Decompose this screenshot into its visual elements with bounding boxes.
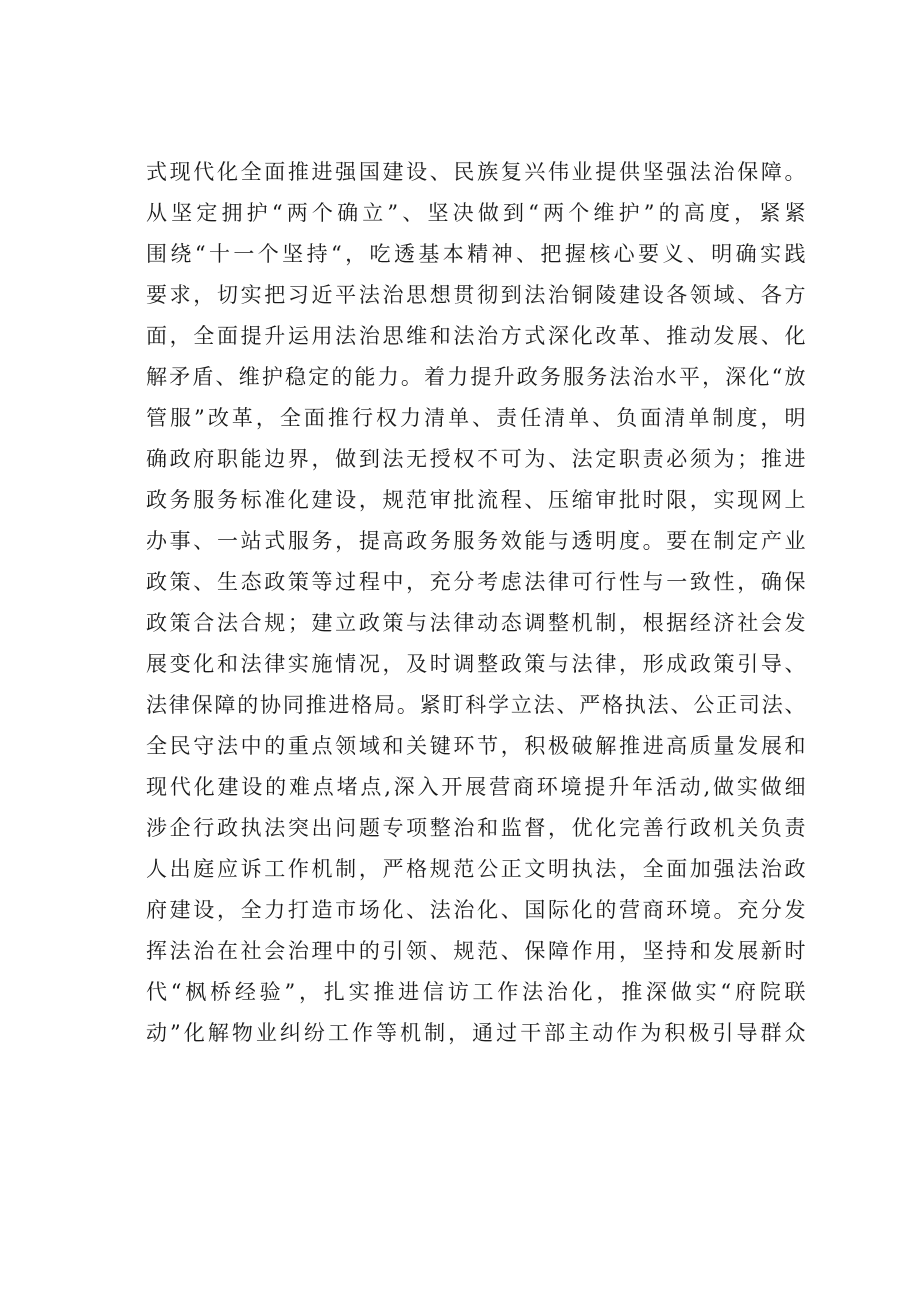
text-line: 政策合法合规；建立政策与法律动态调整机制，根据经济社会发 [146, 611, 806, 635]
text-line: 面，全面提升运用法治思维和法治方式深化改革、推动发展、化 [146, 324, 806, 348]
text-line: 法律保障的协同推进格局。紧盯科学立法、严格执法、公正司法、 [146, 693, 806, 717]
text-line: 涉企行政执法突出问题专项整治和监督，优化完善行政机关负责 [146, 816, 806, 840]
text-line: 动”化解物业纠纷工作等机制，通过干部主动作为积极引导群众 [146, 1021, 806, 1045]
text-line: 全民守法中的重点领域和关键环节，积极破解推进高质量发展和 [146, 734, 806, 758]
text-line: 要求，切实把习近平法治思想贯彻到法治铜陵建设各领域、各方 [146, 283, 806, 307]
text-line: 从坚定拥护“两个确立”、坚决做到“两个维护”的高度，紧紧 [146, 201, 806, 225]
text-line: 政策、生态政策等过程中，充分考虑法律可行性与一致性，确保 [146, 570, 806, 594]
text-line: 解矛盾、维护稳定的能力。着力提升政务服务法治水平，深化“放 [146, 365, 806, 389]
text-line: 展变化和法律实施情况，及时调整政策与法律，形成政策引导、 [146, 652, 806, 676]
text-line: 围绕“十一个坚持“，吃透基本精神、把握核心要义、明确实践 [146, 242, 806, 266]
text-line: 管服”改革，全面推行权力清单、责任清单、负面清单制度，明 [146, 406, 806, 430]
text-line: 现代化建设的难点堵点,深入开展营商环境提升年活动,做实做细 [146, 775, 806, 799]
text-line: 式现代化全面推进强国建设、民族复兴伟业提供坚强法治保障。 [146, 160, 806, 184]
text-line: 代“枫桥经验”，扎实推进信访工作法治化，推深做实“府院联 [146, 980, 806, 1004]
text-line: 人出庭应诉工作机制，严格规范公正文明执法，全面加强法治政 [146, 857, 806, 881]
body-paragraph [146, 152, 806, 1054]
text-line: 府建设，全力打造市场化、法治化、国际化的营商环境。充分发 [146, 898, 806, 922]
text-line: 办事、一站式服务，提高政务服务效能与透明度。要在制定产业 [146, 529, 806, 553]
text-line: 政务服务标准化建设，规范审批流程、压缩审批时限，实现网上 [146, 488, 806, 512]
text-line: 挥法治在社会治理中的引领、规范、保障作用，坚持和发展新时 [146, 939, 806, 963]
text-line: 确政府职能边界，做到法无授权不可为、法定职责必须为；推进 [146, 447, 806, 471]
